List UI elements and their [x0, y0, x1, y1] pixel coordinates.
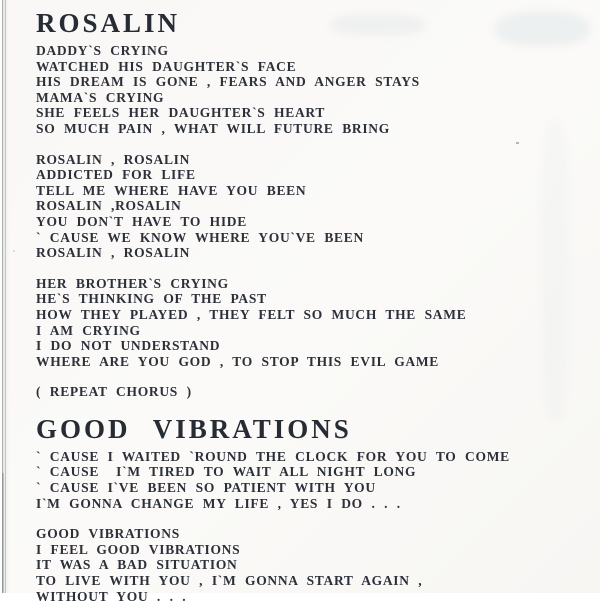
lyric-line: ROSALIN ,ROSALIN: [36, 198, 182, 214]
stanza: [36, 152, 600, 261]
stanza: [36, 43, 600, 137]
stanza: [36, 526, 600, 604]
lyric-line: HOW THEY PLAYED , THEY FELT SO MUCH THE SAME: [36, 306, 467, 322]
scan-speck-artifact: [13, 250, 15, 252]
lyric-line: IT WAS A BAD SITUATION: [36, 557, 238, 573]
lyric-line: MAMA`S CRYING: [36, 89, 165, 105]
lyric-line: ROSALIN , ROSALIN: [36, 151, 191, 167]
lyric-line: TO LIVE WITH YOU , I`M GONNA START AGAIN ,: [36, 573, 423, 589]
lyric-line: ` CAUSE I`VE BEEN SO PATIENT WITH YOU: [36, 480, 376, 496]
song-title: GOOD VIBRATIONS: [36, 413, 352, 444]
stanza: [36, 384, 600, 400]
scan-speck-artifact: [516, 142, 519, 144]
lyric-line: ADDICTED FOR LIFE: [36, 167, 196, 183]
scan-edge-artifact: [0, 0, 9, 593]
lyric-line: DADDY`S CRYING: [36, 43, 169, 58]
lyric-line: HIS DREAM IS GONE , FEARS AND ANGER STAYS: [36, 74, 420, 90]
songs-container: [36, 9, 600, 604]
song-section: [36, 415, 600, 604]
lyric-line: ` CAUSE I WAITED `ROUND THE CLOCK FOR YOU TO COME: [36, 448, 510, 464]
lyric-line: SO MUCH PAIN , WHAT WILL FUTURE BRING: [36, 120, 390, 136]
stanza-list: [36, 449, 600, 604]
song-title: ROSALIN: [36, 8, 181, 38]
lyric-line: WITHOUT YOU . . .: [36, 588, 187, 604]
lyric-line: WHERE ARE YOU GOD , TO STOP THIS EVIL GAME: [36, 353, 439, 369]
lyric-line: ` CAUSE I`M TIRED TO WAIT ALL NIGHT LONG: [36, 464, 417, 480]
lyric-line: ( REPEAT CHORUS ): [36, 384, 192, 400]
lyric-line: ` CAUSE WE KNOW WHERE YOU`VE BEEN: [36, 229, 364, 245]
lyric-line: HER BROTHER`S CRYING: [36, 275, 229, 291]
lyric-line: I DO NOT UNDERSTAND: [36, 338, 221, 354]
lyric-line: GOOD VIBRATIONS: [36, 526, 180, 542]
lyric-line: ROSALIN , ROSALIN: [36, 245, 191, 261]
lyric-line: I AM CRYING: [36, 322, 141, 338]
stanza: [36, 449, 600, 511]
lyric-line: WATCHED HIS DAUGHTER`S FACE: [36, 58, 297, 74]
lyric-line: YOU DON`T HAVE TO HIDE: [36, 213, 247, 229]
lyric-line: SHE FEELS HER DAUGHTER`S HEART: [36, 105, 326, 121]
lyric-line: HE`S THINKING OF THE PAST: [36, 291, 267, 307]
lyric-line: I FEEL GOOD VIBRATIONS: [36, 541, 241, 557]
stanza: [36, 276, 600, 370]
stanza-list: [36, 43, 600, 400]
lyric-line: TELL ME WHERE HAVE YOU BEEN: [36, 182, 307, 198]
song-section: [36, 9, 600, 400]
lyric-line: I`M GONNA CHANGE MY LIFE , YES I DO . . .: [36, 495, 401, 511]
